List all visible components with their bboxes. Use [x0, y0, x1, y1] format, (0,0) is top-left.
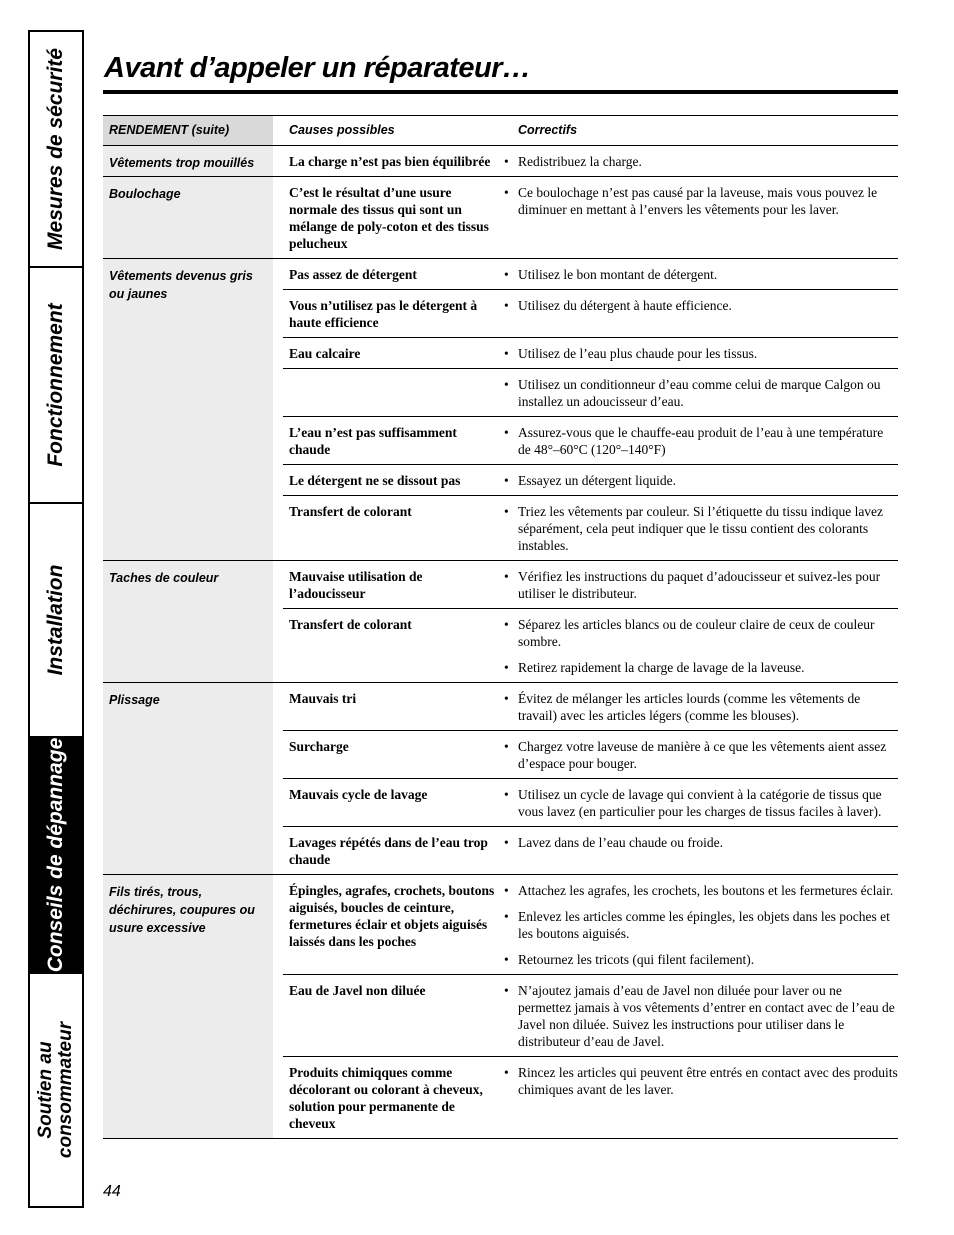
section-category: Vêtements devenus gris ou jaunes — [103, 259, 273, 560]
table-row — [283, 337, 898, 368]
cause-cell: Épingles, agrafes, crochets, boutons aiguisés, boucles de ceinture, fermetures éclair et objets aiguisés laissés dans les poches — [289, 883, 495, 949]
table-section — [103, 561, 898, 683]
table-section — [103, 146, 898, 177]
tab-soutien-au-consommateur[interactable] — [30, 974, 82, 1206]
fixes-cell — [501, 561, 898, 608]
troubleshooting-table — [103, 115, 898, 1139]
section-rows — [273, 561, 898, 682]
table-row — [283, 289, 898, 337]
table-section — [103, 875, 898, 1139]
page-number: 44 — [103, 1183, 121, 1200]
table-row — [273, 177, 898, 258]
section-rows — [273, 259, 898, 560]
tab-conseils-de-depannage[interactable] — [30, 738, 82, 974]
fix-item: • Lavez dans de l’eau chaude ou froide. — [501, 834, 898, 851]
table-row — [283, 495, 898, 560]
fix-item: • Utilisez de l’eau plus chaude pour les tissus. — [501, 345, 898, 362]
tab-fonctionnement[interactable] — [30, 268, 82, 504]
table-row — [283, 464, 898, 495]
section-rows — [273, 177, 898, 258]
cause-cell: Surcharge — [289, 739, 349, 754]
tab-label: Conseils de dépannage — [44, 738, 67, 973]
fix-item: • Rincez les articles qui peuvent être entrés en contact avec des produits chimiques avant de les laver. — [501, 1064, 898, 1098]
fixes-cell — [501, 465, 898, 495]
tab-label: Soutien au consommateur — [35, 1021, 76, 1159]
fix-item: • Redistribuez la charge. — [501, 153, 898, 170]
table-section — [103, 177, 898, 259]
sidebar-tabs — [28, 30, 84, 1208]
cause-cell: Lavages répétés dans de l’eau trop chaude — [289, 835, 488, 867]
fix-item: • Utilisez un conditionneur d’eau comme celui de marque Calgon ou installez un adoucisseur d’eau. — [501, 376, 898, 410]
cause-cell: Eau de Javel non diluée — [289, 983, 426, 998]
fixes-cell — [501, 731, 898, 778]
fixes-cell — [501, 259, 898, 289]
cause-cell — [283, 369, 501, 416]
fix-item: • Séparez les articles blancs ou de couleur claire de ceux de couleur sombre. — [501, 616, 898, 650]
section-rows — [273, 875, 898, 1138]
fix-item: • Vérifiez les instructions du paquet d’adoucisseur et suivez-les pour utiliser le distributeur. — [501, 568, 898, 602]
fix-item: • Attachez les agrafes, les crochets, les boutons et les fermetures éclair. — [501, 882, 898, 899]
fixes-cell — [501, 177, 898, 258]
table-section — [103, 683, 898, 875]
fixes-cell — [501, 683, 898, 730]
fix-item: • Essayez un détergent liquide. — [501, 472, 898, 489]
table-row — [273, 146, 898, 176]
fix-item: • N’ajoutez jamais d’eau de Javel non diluée pour laver ou ne permettez jamais à vos vêtements d’entrer en contact avec de l’eau de Javel non diluée. Suivez les instructions pour utiliser dans le distributeur d’eau de Javel. — [501, 982, 898, 1050]
fixes-cell — [501, 827, 898, 874]
table-row — [273, 875, 898, 974]
cause-cell: Transfert de colorant — [289, 617, 412, 632]
fixes-cell — [501, 369, 898, 416]
tab-label: Mesures de sécurité — [44, 48, 67, 250]
fixes-cell — [501, 975, 898, 1056]
table-row — [273, 561, 898, 608]
fix-item: • Utilisez du détergent à haute efficience. — [501, 297, 898, 314]
fixes-cell — [501, 338, 898, 368]
cause-cell: Transfert de colorant — [289, 504, 412, 519]
cause-cell: Le détergent ne se dissout pas — [289, 473, 461, 488]
fix-item: • Évitez de mélanger les articles lourds (comme les vêtements de travail) avec les articles légers (comme les blouses). — [501, 690, 898, 724]
table-row — [283, 608, 898, 682]
cause-cell: C’est le résultat d’une usure normale des tissus qui sont un mélange de poly-coton et des tissus pelucheux — [289, 185, 489, 251]
cause-cell: Produits chimiqques comme décolorant ou colorant à cheveux, solution pour permanente de cheveux — [289, 1065, 483, 1131]
fix-item: • Triez les vêtements par couleur. Si l’étiquette du tissu indique lavez séparément, cela peut indiquer que le tissu contient des colorants instables. — [501, 503, 898, 554]
table-row — [273, 259, 898, 289]
cause-cell: Pas assez de détergent — [289, 267, 417, 282]
table-row — [283, 730, 898, 778]
table-row — [273, 683, 898, 730]
page-title: Avant d’appeler un réparateur… — [104, 52, 531, 84]
table-row — [283, 416, 898, 464]
cause-cell: Vous n’utilisez pas le détergent à haute efficience — [289, 298, 478, 330]
cause-cell: Mauvais tri — [289, 691, 357, 706]
table-row — [283, 368, 898, 416]
fix-item: • Assurez-vous que le chauffe-eau produit de l’eau à une température de 48°–60°C (120°–140°F) — [501, 424, 898, 458]
fixes-cell — [501, 417, 898, 464]
table-row — [283, 974, 898, 1056]
fix-item: • Utilisez un cycle de lavage qui convient à la catégorie de tissus que vous lavez (en particulier pour les charges de tissus faciles à laver). — [501, 786, 898, 820]
fix-item: • Enlevez les articles comme les épingles, les objets dans les poches et les boutons aiguisés. — [501, 908, 898, 942]
table-header — [103, 115, 898, 146]
tab-label: Fonctionnement — [44, 303, 67, 467]
tab-installation[interactable] — [30, 504, 82, 738]
table-row — [283, 826, 898, 874]
fix-item: • Retournez les tricots (qui filent facilement). — [501, 951, 898, 968]
fixes-cell — [501, 290, 898, 337]
tab-label: Installation — [44, 564, 67, 676]
fix-item: • Utilisez le bon montant de détergent. — [501, 266, 898, 283]
section-category: Taches de couleur — [103, 561, 273, 682]
title-rule — [103, 90, 898, 94]
cause-cell: Eau calcaire — [289, 346, 361, 361]
fixes-cell — [501, 146, 898, 176]
header-cell-fixes: Correctifs — [518, 123, 578, 137]
table-body — [103, 146, 898, 1139]
cause-cell: Mauvais cycle de lavage — [289, 787, 428, 802]
section-category: Plissage — [103, 683, 273, 874]
fixes-cell — [501, 496, 898, 560]
fixes-cell — [501, 779, 898, 826]
fixes-cell — [501, 1057, 898, 1138]
fixes-cell — [501, 609, 898, 682]
cause-cell: Mauvaise utilisation de l’adoucisseur — [289, 569, 423, 601]
fix-item: • Chargez votre laveuse de manière à ce que les vêtements aient assez d’espace pour bouger. — [501, 738, 898, 772]
section-rows — [273, 146, 898, 176]
table-row — [283, 778, 898, 826]
tab-mesures-de-securite[interactable] — [30, 32, 82, 268]
header-cell-causes: Causes possibles — [289, 123, 395, 137]
section-rows — [273, 683, 898, 874]
section-category: Fils tirés, trous, déchirures, coupures ou usure excessive — [103, 875, 273, 1138]
cause-cell: L’eau n’est pas suffisamment chaude — [289, 425, 457, 457]
fix-item: • Ce boulochage n’est pas causé par la laveuse, mais vous pouvez le diminuer en mettant à l’envers les vêtements pour les laver. — [501, 184, 898, 218]
fix-item: • Retirez rapidement la charge de lavage de la laveuse. — [501, 659, 898, 676]
table-row — [283, 1056, 898, 1138]
section-category: Boulochage — [103, 177, 273, 258]
fixes-cell — [501, 875, 898, 974]
header-cell-category: RENDEMENT (suite) — [103, 116, 273, 145]
cause-cell: La charge n’est pas bien équilibrée — [289, 154, 491, 169]
table-section — [103, 259, 898, 561]
section-category: Vêtements trop mouillés — [103, 146, 273, 176]
